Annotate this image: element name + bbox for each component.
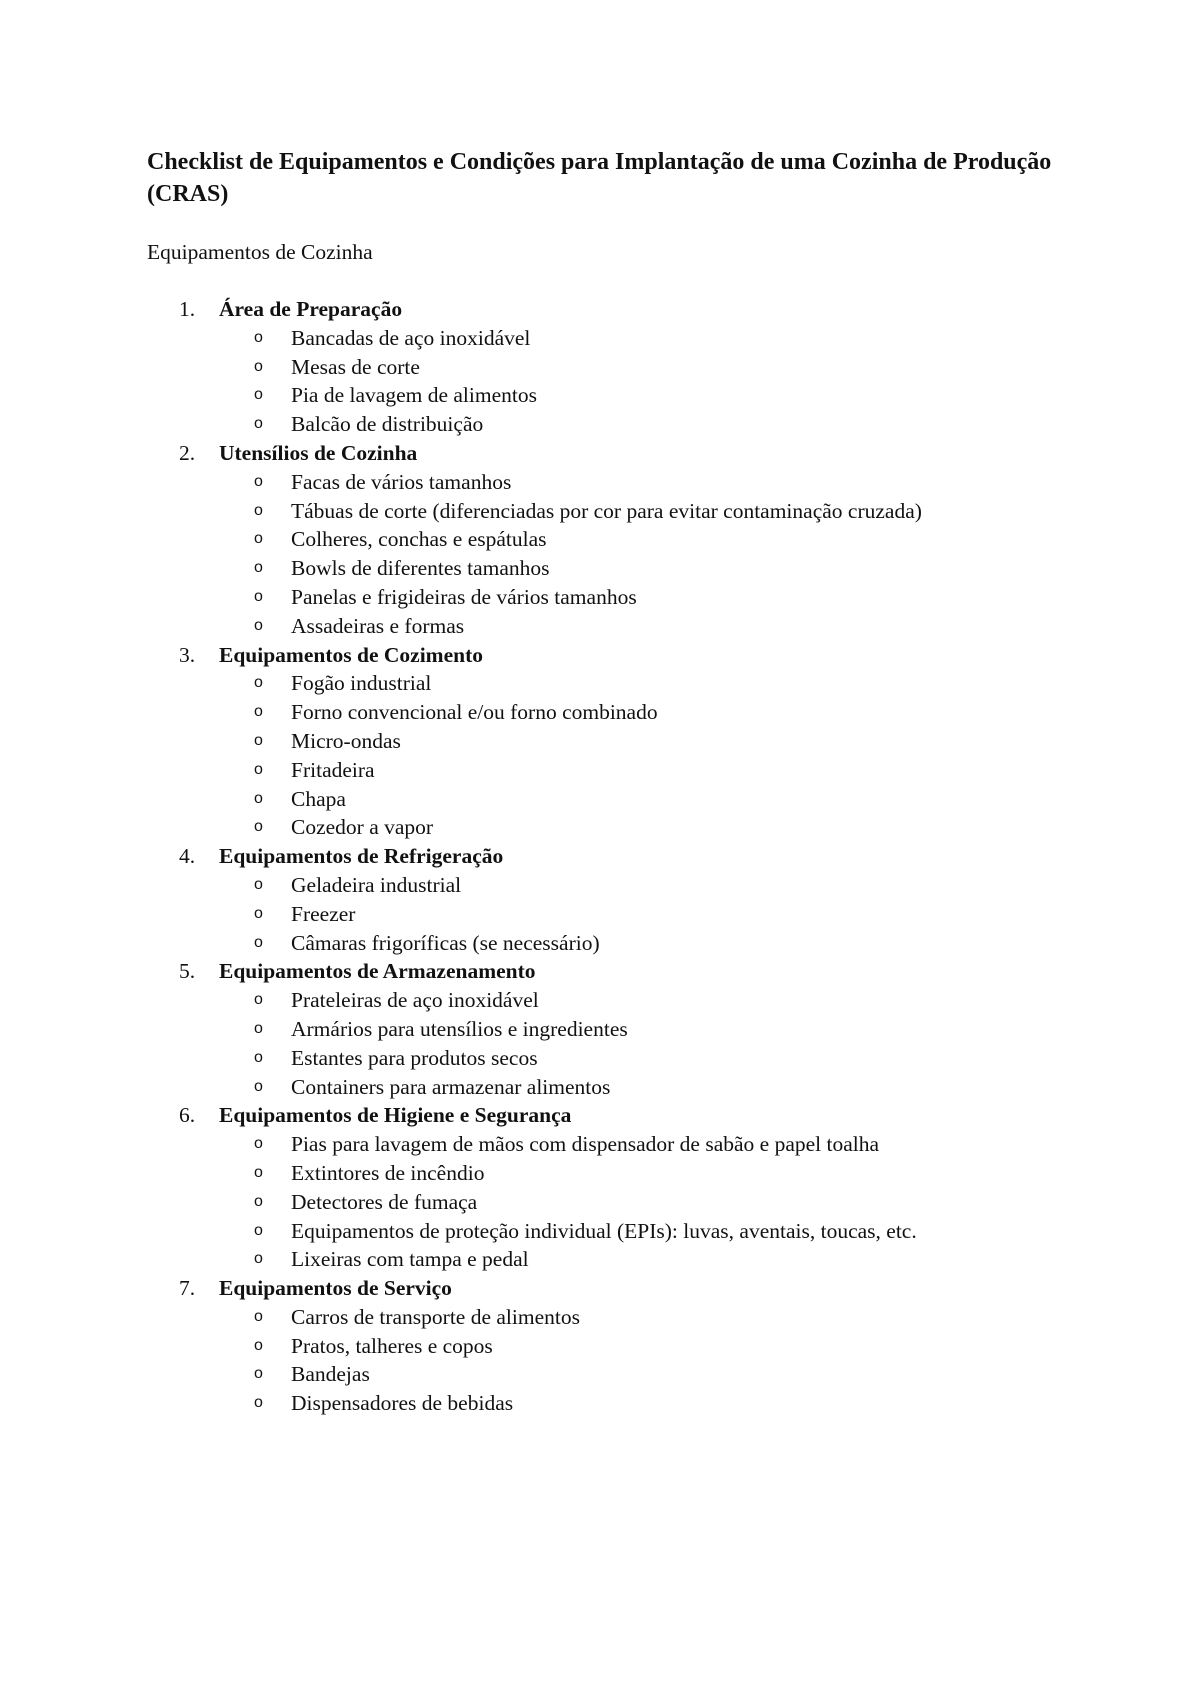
list-item: [147, 1360, 1107, 1389]
section-title: Equipamentos de Serviço: [219, 1276, 452, 1301]
bullet-icon: o: [254, 1221, 263, 1239]
list-item: [147, 1130, 1107, 1159]
bullet-icon: o: [254, 789, 263, 807]
section-items: [147, 324, 1107, 439]
bullet-icon: o: [254, 1307, 263, 1325]
bullet-icon: o: [254, 991, 263, 1009]
list-item: [147, 1332, 1107, 1361]
list-item: [147, 1073, 1107, 1102]
bullet-icon: o: [254, 472, 263, 490]
list-item-text: Cozedor a vapor: [291, 815, 434, 840]
bullet-icon: o: [254, 1394, 263, 1412]
bullet-icon: o: [254, 386, 263, 404]
list-item: [147, 756, 1107, 785]
bullet-icon: o: [254, 1135, 263, 1153]
list-item-text: Tábuas de corte (diferenciadas por cor para evitar contaminação cruzada): [291, 498, 922, 523]
bullet-icon: o: [254, 674, 263, 692]
bullet-icon: o: [254, 703, 263, 721]
section-title: Utensílios de Cozinha: [219, 440, 418, 465]
section-number: 2.: [179, 440, 196, 465]
bullet-icon: o: [254, 1019, 263, 1037]
list-item: [147, 1217, 1107, 1246]
bullet-icon: o: [254, 1163, 263, 1181]
section-items: [147, 468, 1107, 641]
list-item-text: Pratos, talheres e copos: [291, 1333, 493, 1358]
list-item: [147, 986, 1107, 1015]
bullet-icon: o: [254, 818, 263, 836]
bullet-icon: o: [254, 875, 263, 893]
list-item-text: Freezer: [291, 901, 356, 926]
list-item: [147, 698, 1107, 727]
list-item-text: Bancadas de aço inoxidável: [291, 325, 531, 350]
list-item-text: Pias para lavagem de mãos com dispensador de sabão e papel toalha: [291, 1132, 880, 1157]
list-item: [147, 1159, 1107, 1188]
list-item-text: Estantes para produtos secos: [291, 1045, 538, 1070]
bullet-icon: o: [254, 1365, 263, 1383]
document-title: Checklist de Equipamentos e Condições para Implantação de uma Cozinha de Produção (CRAS): [147, 149, 1052, 207]
bullet-icon: o: [254, 933, 263, 951]
list-item: [147, 525, 1107, 554]
list-item: [147, 813, 1107, 842]
list-item-text: Câmaras frigoríficas (se necessário): [291, 930, 600, 955]
section-items: [147, 669, 1107, 842]
section-items: [147, 986, 1107, 1101]
list-item: [147, 324, 1107, 353]
list-item-text: Fogão industrial: [291, 671, 432, 696]
section-title: Área de Preparação: [219, 297, 403, 321]
bullet-icon: o: [254, 1336, 263, 1354]
list-item: [147, 929, 1107, 958]
list-item-text: Mesas de corte: [291, 354, 420, 379]
bullet-icon: o: [254, 501, 263, 519]
bullet-icon: o: [254, 328, 263, 346]
list-item-text: Detectores de fumaça: [291, 1189, 478, 1214]
list-item-text: Geladeira industrial: [291, 872, 462, 897]
list-item-text: Chapa: [291, 786, 346, 811]
list-item: [147, 669, 1107, 698]
list-item-text: Carros de transporte de alimentos: [291, 1304, 580, 1329]
section-header: [147, 439, 1107, 468]
list-item-text: Bowls de diferentes tamanhos: [291, 556, 550, 581]
checklist-section: [147, 1274, 1107, 1418]
section-header: [147, 1101, 1107, 1130]
list-item-text: Dispensadores de bebidas: [291, 1391, 514, 1416]
list-item: [147, 612, 1107, 641]
section-number: 5.: [179, 959, 196, 984]
checklist-section: [147, 1101, 1107, 1274]
section-items: [147, 871, 1107, 957]
checklist-section: [147, 842, 1107, 957]
list-item-text: Extintores de incêndio: [291, 1160, 485, 1185]
checklist-section: [147, 957, 1107, 1101]
section-number: 3.: [179, 642, 196, 667]
list-item-text: Lixeiras com tampa e pedal: [291, 1247, 529, 1272]
list-item-text: Containers para armazenar alimentos: [291, 1074, 611, 1099]
list-item-text: Equipamentos de proteção individual (EPIs): luvas, aventais, toucas, etc.: [291, 1218, 917, 1243]
bullet-icon: o: [254, 731, 263, 749]
list-item: [147, 900, 1107, 929]
list-item: [147, 727, 1107, 756]
section-title: Equipamentos de Refrigeração: [219, 844, 504, 869]
checklist-section: [147, 641, 1107, 843]
list-item-text: Pia de lavagem de alimentos: [291, 383, 537, 408]
list-item-text: Fritadeira: [291, 757, 375, 782]
list-item: [147, 497, 1107, 526]
list-item: [147, 1044, 1107, 1073]
list-item: [147, 583, 1107, 612]
list-item: [147, 785, 1107, 814]
list-item-text: Colheres, conchas e espátulas: [291, 527, 547, 552]
list-item: [147, 410, 1107, 439]
list-item: [147, 353, 1107, 382]
section-number: 1.: [179, 297, 196, 321]
section-number: 7.: [179, 1276, 196, 1301]
list-item-text: Forno convencional e/ou forno combinado: [291, 700, 658, 725]
list-item-text: Facas de vários tamanhos: [291, 469, 512, 494]
checklist: [147, 295, 1107, 1418]
bullet-icon: o: [254, 559, 263, 577]
section-items: [147, 1130, 1107, 1274]
section-header: [147, 957, 1107, 986]
list-item: [147, 468, 1107, 497]
section-header: [147, 295, 1107, 324]
list-item: [147, 1245, 1107, 1274]
list-item-text: Bandejas: [291, 1362, 370, 1387]
section-header: [147, 641, 1107, 670]
bullet-icon: o: [254, 1048, 263, 1066]
section-header: [147, 1274, 1107, 1303]
list-item: [147, 1015, 1107, 1044]
list-item-text: Assadeiras e formas: [291, 613, 465, 638]
bullet-icon: o: [254, 530, 263, 548]
list-item: [147, 381, 1107, 410]
section-heading: Equipamentos de Cozinha: [147, 240, 373, 264]
list-item: [147, 871, 1107, 900]
bullet-icon: o: [254, 904, 263, 922]
list-item-text: Micro-ondas: [291, 728, 401, 753]
bullet-icon: o: [254, 616, 263, 634]
bullet-icon: o: [254, 587, 263, 605]
list-item-text: Prateleiras de aço inoxidável: [291, 988, 539, 1013]
checklist-section: [147, 295, 1107, 439]
bullet-icon: o: [254, 1077, 263, 1095]
bullet-icon: o: [254, 357, 263, 375]
bullet-icon: o: [254, 1250, 263, 1268]
list-item: [147, 554, 1107, 583]
list-item: [147, 1303, 1107, 1332]
checklist-section: [147, 439, 1107, 641]
section-title: Equipamentos de Higiene e Segurança: [219, 1103, 572, 1128]
bullet-icon: o: [254, 1192, 263, 1210]
bullet-icon: o: [254, 760, 263, 778]
section-number: 6.: [179, 1103, 196, 1128]
section-items: [147, 1303, 1107, 1418]
list-item-text: Armários para utensílios e ingredientes: [291, 1016, 628, 1041]
list-item: [147, 1389, 1107, 1418]
section-number: 4.: [179, 844, 196, 869]
section-header: [147, 842, 1107, 871]
list-item-text: Panelas e frigideiras de vários tamanhos: [291, 584, 637, 609]
section-title: Equipamentos de Armazenamento: [219, 959, 536, 984]
list-item-text: Balcão de distribuição: [291, 412, 484, 437]
bullet-icon: o: [254, 415, 263, 433]
list-item: [147, 1188, 1107, 1217]
section-title: Equipamentos de Cozimento: [219, 642, 483, 667]
